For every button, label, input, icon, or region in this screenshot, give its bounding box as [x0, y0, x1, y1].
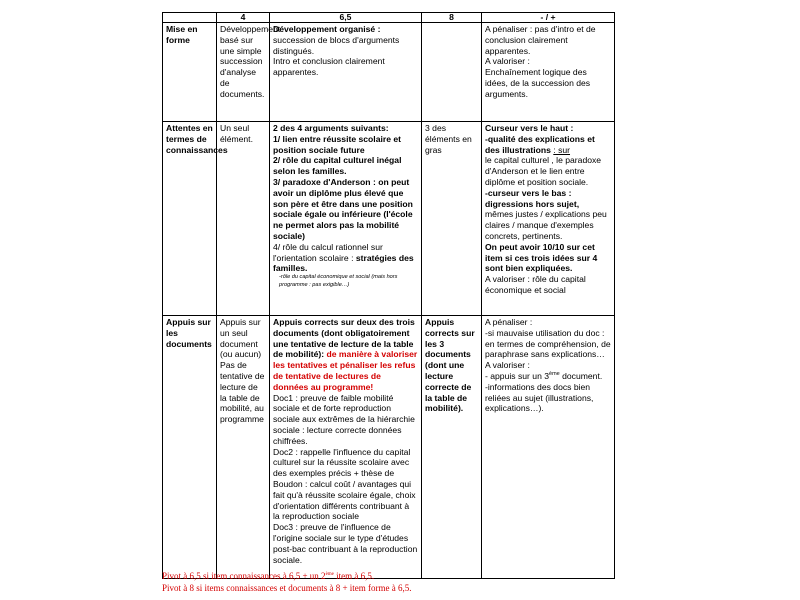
- argument-3: 3/ paradoxe d'Anderson : on peut avoir un diplôme plus élevé que son père et être dans une position sociale égale ou inférieure (l'école ne permet alors pas la mobilité sociale): [273, 176, 413, 241]
- curseur-haut: Curseur vers le haut :: [485, 123, 574, 133]
- explications-peu-claires: mêmes justes / explications peu claires / manque d'exemples concrets, pertinents.: [485, 209, 607, 241]
- documents-pm-3eme-a: - appuis sur un 3: [485, 370, 550, 381]
- cell-documents-4: Appuis sur un seul document (ou aucun) Pas de tentative de lecture de la table de mobilité, au programme: [217, 316, 270, 579]
- row-label-documents: Appuis sur les documents: [163, 316, 217, 579]
- qualite-explications: -qualité des explications et des illustrations: [485, 133, 595, 155]
- documents-pm-3eme-sup: ème: [549, 371, 560, 378]
- forme-6-5-line1: succession de blocs d'arguments distingués.: [273, 34, 400, 56]
- header-cell-8: 8: [422, 13, 482, 23]
- argument-4: 4/ rôle du calcul rationnel sur l'orientation scolaire :: [273, 241, 383, 263]
- cell-forme-8: [422, 23, 482, 122]
- documents-pm-informations: -informations des docs bien reliées au sujet (illustrations, explications…).: [485, 381, 594, 414]
- cell-forme-6-5: [270, 23, 422, 122]
- header-cell-empty: [163, 13, 217, 23]
- pivot-note-1: [162, 571, 412, 583]
- dix-sur-dix: On peut avoir 10/10 sur cet item si ces trois idées sur 4 sont bien expliquées.: [485, 241, 598, 274]
- sur-underlined: : sur: [553, 144, 571, 155]
- forme-pm-line2: A valoriser :: [485, 56, 530, 67]
- cell-connaissances-8: 3 des éléments en gras: [422, 122, 482, 316]
- documents-pm-mauvaise: -si mauvaise utilisation du doc : en termes de compréhension, de paraphrase sans explications…: [485, 327, 611, 360]
- forme-6-5-line2: Intro et conclusion clairement apparentes.: [273, 56, 385, 78]
- forme-pm-line1: A pénaliser : pas d'intro et de conclusion clairement apparentes.: [485, 24, 596, 56]
- documents-pm-valoriser: A valoriser :: [485, 360, 530, 371]
- row-documents: [163, 316, 615, 579]
- row-label-connaissances: Attentes en termes de connaissances: [163, 122, 217, 316]
- cell-documents-minus-plus: [482, 316, 615, 579]
- argument-1: 1/ lien entre réussite scolaire et position sociale future: [273, 133, 402, 155]
- header-cell-minus-plus: - / +: [482, 13, 615, 23]
- row-connaissances: [163, 122, 615, 316]
- doc1-text: Doc1 : preuve de faible mobilité sociale et de forte reproduction sociale aux extrêmes de la hiérarchie sociale : lecture correcte données chiffrées.: [273, 392, 415, 446]
- pivot-note-2: Pivot à 8 si items connaissances et documents à 8 + item forme à 6,5.: [162, 582, 412, 593]
- documents-6-5-bold: Appuis corrects sur deux des trois documents (dont obligatoirement une tentative de lecture de la table de mobilité):: [273, 317, 415, 360]
- capital-culturel-text: le capital culturel , le paradoxe d'Anderson et le lien entre diplôme et position sociale.: [485, 155, 602, 187]
- row-mise-en-forme: [163, 23, 615, 122]
- cell-connaissances-4: Un seul élément.: [217, 122, 270, 316]
- pivot-notes: [162, 571, 412, 594]
- cell-forme-4: Développement basé sur une simple succession d'analyse de documents.: [217, 23, 270, 122]
- cell-documents-8: Appuis corrects sur les 3 documents (dont une lecture correcte de la table de mobilité).: [422, 316, 482, 579]
- documents-6-5-red: de manière à valoriser les tentatives et pénaliser les refus de tentative de lectures de données au programme!: [273, 349, 418, 392]
- forme-6-5-title: Développement organisé :: [273, 24, 381, 34]
- doc3-text: Doc3 : preuve de l'influence de l'origine sociale sur le type d'études post-bac contribuant à la reproduction sociale.: [273, 522, 418, 565]
- forme-pm-line3: Enchaînement logique des idées, de la succession des arguments.: [485, 67, 591, 99]
- pivot-note-1-b: item à 6,5.: [333, 571, 375, 581]
- argument-2: 2/ rôle du capital culturel inégal selon les familles.: [273, 155, 402, 177]
- documents-pm-penaliser: A pénaliser :: [485, 317, 533, 327]
- valoriser-capital: A valoriser : rôle du capital économique et social: [485, 274, 586, 295]
- row-label-forme: Mise en forme: [163, 23, 217, 122]
- connaissances-6-5-note: -rôle du capital économique et social (mais hors programme : pas exigible…): [279, 274, 398, 288]
- connaissances-6-5-title: 2 des 4 arguments suivants:: [273, 123, 389, 133]
- cell-connaissances-minus-plus: [482, 122, 615, 316]
- pivot-note-1-a: Pivot à 6,5 si item connaissances à 6,5 + un 2: [162, 571, 326, 581]
- header-cell-4: 4: [217, 13, 270, 23]
- argument-4-strategies: stratégies des familles.: [273, 252, 414, 274]
- header-cell-6-5: 6,5: [270, 13, 422, 23]
- cell-documents-6-5: [270, 316, 422, 579]
- curseur-bas: -curseur vers le bas :: [485, 187, 572, 198]
- cell-connaissances-6-5: [270, 122, 422, 316]
- pivot-note-1-sup: ème: [325, 572, 334, 577]
- header-row: [163, 13, 615, 23]
- grading-table: [162, 12, 615, 579]
- digressions: digressions hors sujet,: [485, 198, 580, 209]
- doc2-text: Doc2 : rappelle l'influence du capital culturel sur la réussite scolaire avec des exemples précis + thèse de Boudon : calcul coût / avantages qui fait qu'à réussite scolaire égale, choix d'orientation différents contribuant à la reproduction sociale: [273, 446, 416, 522]
- documents-pm-3eme-b: document.: [559, 370, 603, 381]
- cell-forme-minus-plus: [482, 23, 615, 122]
